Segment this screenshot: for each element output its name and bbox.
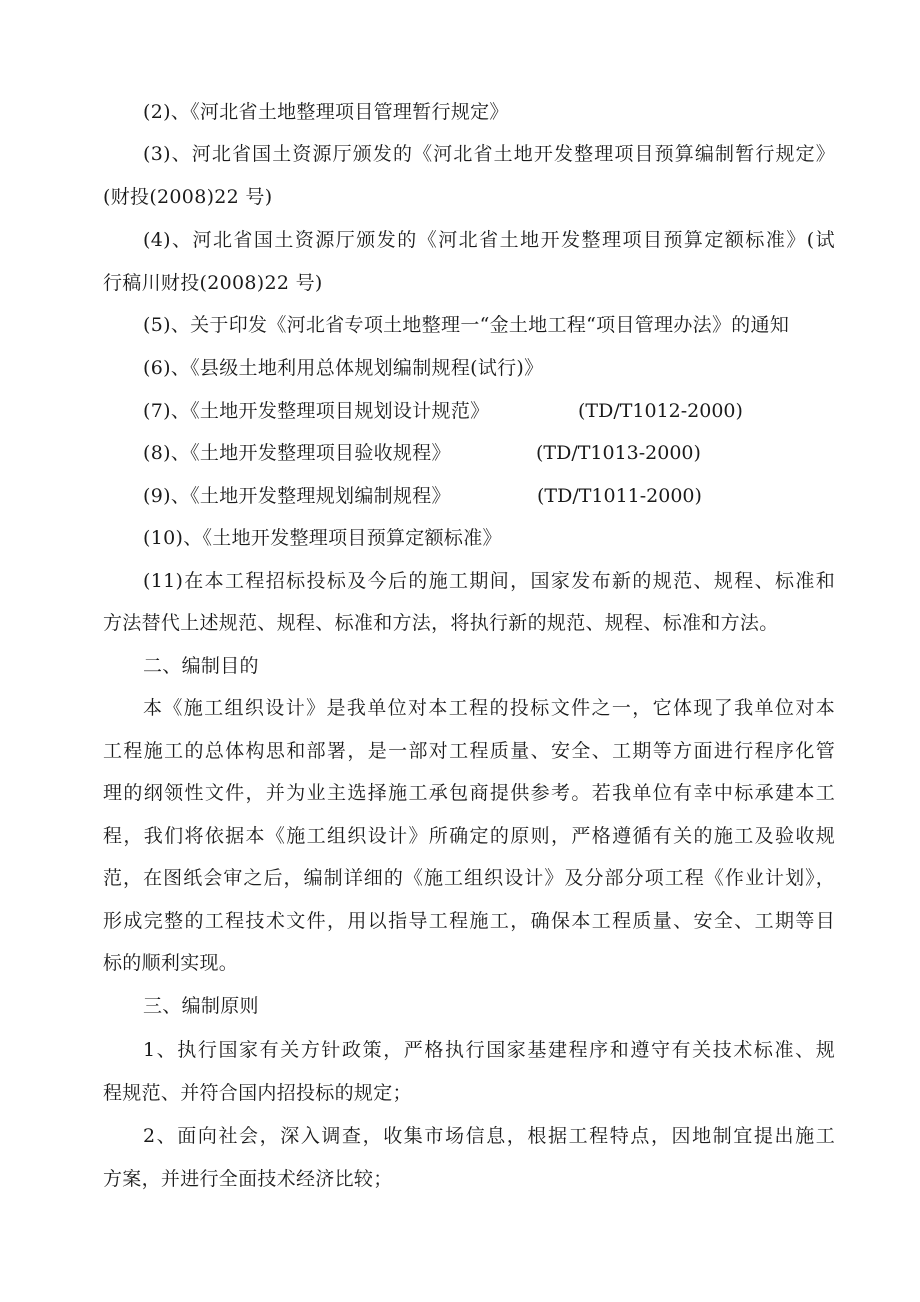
basis-item-6: (6)、《县级土地利用总体规划编制规程(试行)》 xyxy=(143,357,544,379)
basis-item-3: (3)、河北省国土资源厅颁发的《河北省土地开发整理项目预算编制暂行规定》 xyxy=(143,143,835,165)
standard-code-8: (TD/T1013-2000) xyxy=(536,442,701,464)
basis-item-5: (5)、关于印发《河北省专项土地整理一“金土地工程“项目管理办法》的通知 xyxy=(143,314,790,336)
purpose-paragraph-line-6: 形成完整的工程技术文件，用以指导工程施工，确保本工程质量、安全、工期等目 xyxy=(103,910,835,932)
basis-item-4-continuation: 行稿川财投(2008)22 号) xyxy=(103,272,323,294)
section-heading-principles: 三、编制原则 xyxy=(143,995,259,1017)
principle-item-1: 1、执行国家有关方针政策，严格执行国家基建程序和遵守有关技术标准、规 xyxy=(143,1039,835,1061)
basis-item-7: (7)、《土地开发整理项目规划设计规范》 xyxy=(143,400,490,422)
purpose-paragraph-line-4: 程，我们将依据本《施工组织设计》所确定的原则，严格遵循有关的施工及验收规 xyxy=(103,825,835,847)
purpose-paragraph-line-2: 工程施工的总体构思和部署，是一部对工程质量、安全、工期等方面进行程序化管 xyxy=(103,740,835,762)
purpose-paragraph-line-7: 标的顺利实现。 xyxy=(103,952,239,974)
basis-item-9: (9)、《土地开发整理规划编制规程》 xyxy=(143,485,451,507)
principle-item-2: 2、面向社会，深入调查，收集市场信息，根据工程特点，因地制宜提出施工 xyxy=(143,1125,835,1147)
purpose-paragraph-line-5: 范，在图纸会审之后，编制详细的《施工组织设计》及分部分项工程《作业计划》， xyxy=(103,867,835,889)
principle-item-2-continuation: 方案，并进行全面技术经济比较； xyxy=(103,1168,393,1190)
purpose-paragraph-line-3: 理的纲领性文件，并为业主选择施工承包商提供参考。若我单位有幸中标承建本工 xyxy=(103,782,835,804)
standard-code-9: (TD/T1011-2000) xyxy=(537,485,702,507)
basis-item-4: (4)、河北省国土资源厅颁发的《河北省土地开发整理项目预算定额标准》(试 xyxy=(143,229,835,251)
basis-item-11-continuation: 方法替代上述规范、规程、标准和方法，将执行新的规范、规程、标准和方法。 xyxy=(103,612,779,634)
purpose-paragraph-line-1: 本《施工组织设计》是我单位对本工程的投标文件之一，它体现了我单位对本 xyxy=(143,697,835,719)
principle-item-1-continuation: 程规范、并符合国内招投标的规定； xyxy=(103,1082,412,1104)
section-heading-purpose: 二、编制目的 xyxy=(143,655,259,677)
basis-item-2: (2)、《河北省土地整理项目管理暂行规定》 xyxy=(143,101,509,123)
basis-item-11: (11)在本工程招标投标及今后的施工期间，国家发布新的规范、规程、标准和 xyxy=(143,570,835,592)
standard-code-7: (TD/T1012-2000) xyxy=(578,400,743,422)
basis-item-3-continuation: (财投(2008)22 号) xyxy=(103,186,273,208)
basis-item-10: (10)、《土地开发整理项目预算定额标准》 xyxy=(143,527,502,549)
basis-item-8: (8)、《土地开发整理项目验收规程》 xyxy=(143,442,451,464)
